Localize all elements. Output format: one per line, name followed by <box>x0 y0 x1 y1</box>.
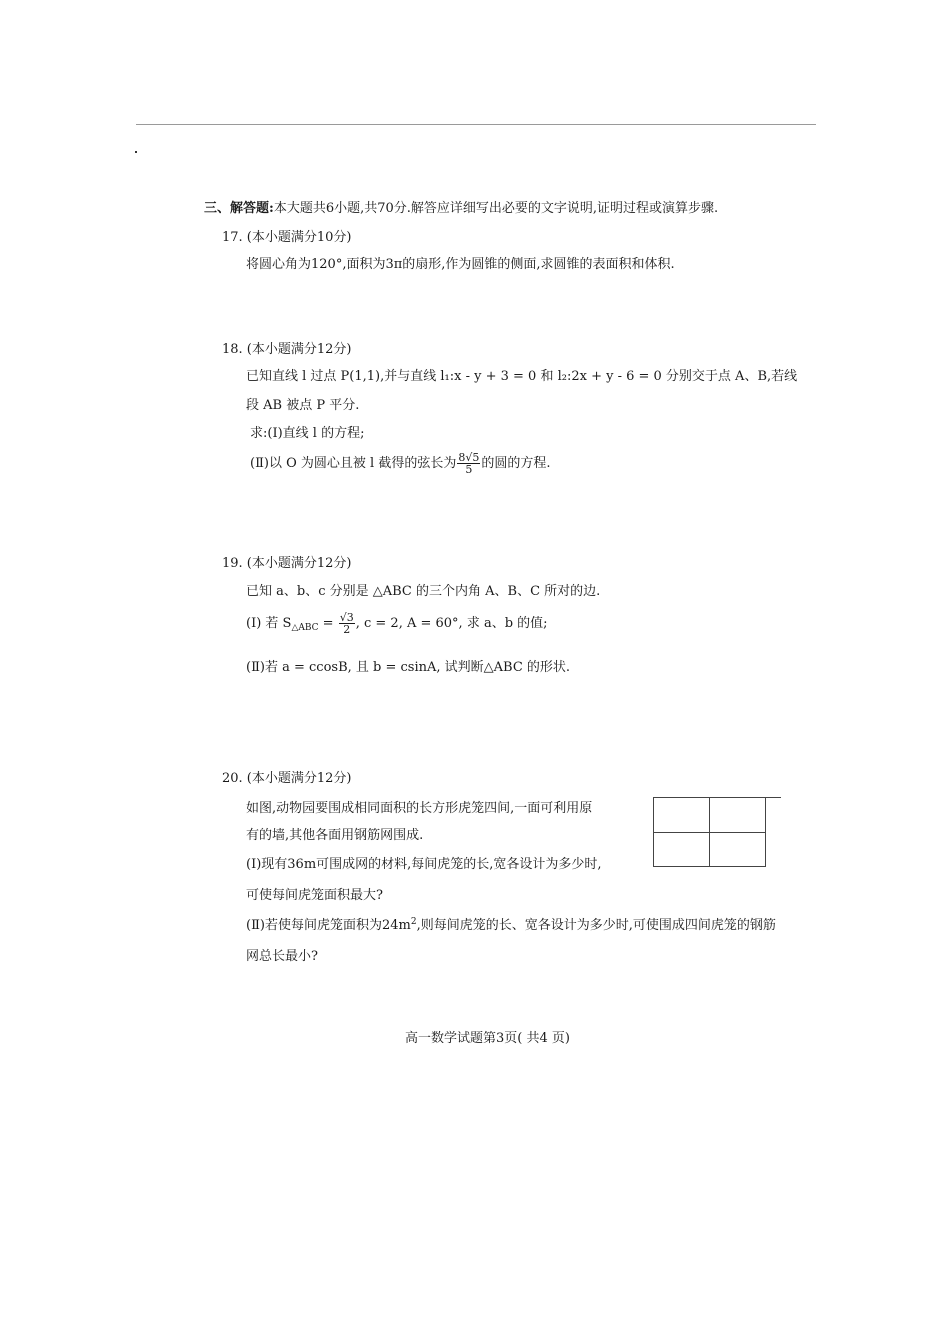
q17-text: 将圆心角为120°,面积为3π的扇形,作为圆锥的侧面,求圆锥的表面积和体积. <box>246 257 675 272</box>
q20-part2a-sup: 2 <box>410 917 417 927</box>
scan-dot <box>135 151 137 153</box>
section-title: 三、解答题: <box>204 201 274 216</box>
q19-frac-num: √3 <box>339 611 354 624</box>
q19-line1: 已知 a、b、c 分别是 △ABC 的三个内角 A、B、C 所对的边. <box>246 584 601 599</box>
q20-part1b: 可使每间虎笼面积最大? <box>246 888 383 903</box>
q18-part2-pre: (Ⅱ)以 O 为圆心且被 l 截得的弦长为 <box>250 456 457 471</box>
q18-part2 <box>250 452 550 475</box>
q19-part1-eq: = <box>318 616 338 631</box>
q19-part1-sub: △ABC <box>291 623 319 633</box>
q19-part1-pre: (Ⅰ) 若 S <box>246 616 292 631</box>
q18-line1: 已知直线 l 过点 P(1,1),并与直线 l₁:x - y + 3 = 0 和 l₂:2x + y - 6 = 0 分别交于点 A、B,若线 <box>246 369 798 384</box>
section-intro: 本大题共6小题,共70分.解答应详细写出必要的文字说明,证明过程或演算步骤. <box>273 201 719 216</box>
q18-fraction <box>457 452 480 475</box>
cage-figure <box>653 797 766 867</box>
q18-part2-post: 的圆的方程. <box>481 456 551 471</box>
q20-part2b: 网总长最小? <box>246 949 318 964</box>
q20-part1a: (Ⅰ)现有36m可围成网的材料,每间虎笼的长,宽各设计为多少时, <box>246 857 602 872</box>
q17-heading: 17. (本小题满分10分) <box>222 230 352 245</box>
page-footer: 高一数学试题第3页( 共4 页) <box>405 1031 570 1046</box>
q19-fraction <box>339 612 355 635</box>
q20-line1: 如图,动物园要围成相同面积的长方形虎笼四间,一面可利用原 <box>246 801 593 816</box>
cage-horizontal-divider <box>653 832 766 833</box>
cage-wall-line <box>653 797 781 798</box>
q19-frac-den: 2 <box>343 623 351 636</box>
q20-heading: 20. (本小题满分12分) <box>222 771 352 786</box>
q20-part2a-pre: (Ⅱ)若使每间虎笼面积为24m <box>246 918 411 933</box>
q20-part2a-post: ,则每间虎笼的长、宽各设计为多少时,可使围成四间虎笼的钢筋 <box>416 918 776 933</box>
header-rule <box>136 124 816 125</box>
q19-part1-post: , c = 2, A = 60°, 求 a、b 的值; <box>355 616 548 631</box>
q20-line2: 有的墙,其他各面用钢筋网围成. <box>246 828 424 843</box>
section-heading <box>204 197 718 216</box>
q19-heading: 19. (本小题满分12分) <box>222 556 352 571</box>
q18-frac-den: 5 <box>465 463 473 476</box>
q20-part2a <box>246 914 776 933</box>
q18-line2: 段 AB 被点 P 平分. <box>246 398 360 413</box>
q18-part1: 求:(Ⅰ)直线 l 的方程; <box>250 426 365 441</box>
cage-bottom-edge <box>653 866 766 867</box>
q19-part1 <box>246 612 548 635</box>
q19-part2: (Ⅱ)若 a = ccosB, 且 b = csinA, 试判断△ABC 的形状. <box>246 660 571 675</box>
q18-frac-num: 8√5 <box>458 451 480 464</box>
q18-heading: 18. (本小题满分12分) <box>222 342 352 357</box>
